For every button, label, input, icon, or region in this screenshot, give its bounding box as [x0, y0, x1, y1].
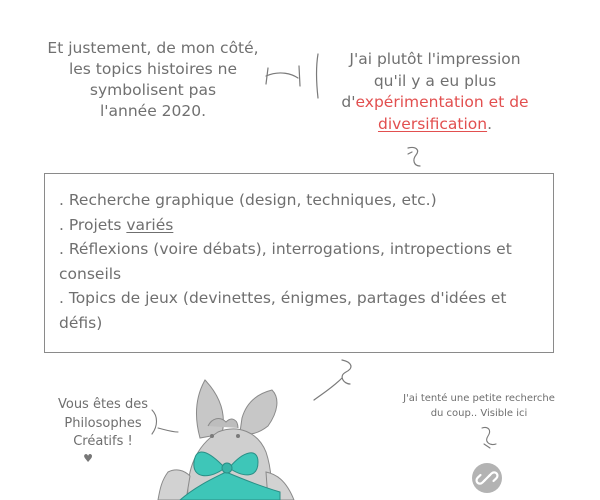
bottom-right-note — [388, 392, 570, 421]
link-icon[interactable] — [472, 463, 502, 493]
left-speech-line: les topics histoires ne — [68, 60, 238, 78]
left-speech-line: l'année 2020. — [99, 102, 207, 120]
right-speech-text — [330, 49, 540, 135]
text-prefix: d' — [341, 93, 356, 111]
bottom-left-speech — [28, 396, 178, 452]
topic-list-box — [44, 173, 554, 353]
right-speech-line — [330, 92, 540, 114]
text-suffix: . — [487, 114, 493, 133]
heart-icon: ♥ — [83, 452, 93, 465]
bottom-left-line: Vous êtes des — [57, 397, 148, 412]
character-eye-right — [236, 434, 240, 438]
bow-knot — [222, 463, 232, 473]
bottom-left-line: Créatifs ! — [73, 434, 133, 449]
character-eye-left — [210, 434, 214, 438]
left-speech-line: Et justement, de mon côté, — [47, 39, 259, 57]
right-speech-line — [330, 114, 540, 136]
character-ear-left — [197, 380, 224, 438]
bottom-right-tail — [482, 427, 496, 448]
list-item: . Topics de jeux (devinettes, énigmes, partages d'idées et défis) — [59, 289, 507, 332]
right-speech-line: J'ai plutôt l'impression — [349, 50, 521, 68]
left-speech-line: symbolisent pas — [89, 81, 217, 99]
list-box-tail — [314, 360, 351, 400]
bottom-right-line: du coup.. Visible ici — [430, 407, 528, 419]
list-item: . Réflexions (voire débats), interrogations, intropections et conseils — [59, 240, 512, 283]
underlined-word: variés — [126, 215, 174, 234]
left-speech-text — [28, 38, 278, 122]
link-icon-glyph — [472, 463, 502, 493]
list-item — [59, 213, 539, 238]
right-speech-line: qu'il y a eu plus — [373, 71, 497, 90]
bottom-left-line: Philosophes — [64, 415, 142, 431]
rabbit-character — [158, 380, 294, 500]
list-item-prefix: . Projets — [59, 215, 127, 234]
list-item: . Recherche graphique (design, techniques, etc.) — [59, 191, 437, 209]
highlight-text: expérimentation et de — [355, 93, 529, 111]
bottom-right-line: J'ai tenté une petite recherche — [403, 393, 555, 404]
character-ear-right — [240, 390, 277, 434]
highlight-text: diversification — [377, 114, 488, 133]
